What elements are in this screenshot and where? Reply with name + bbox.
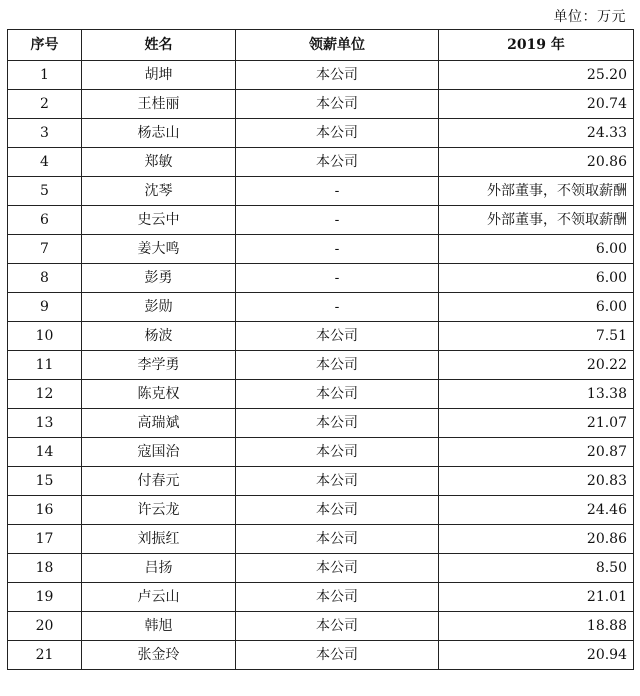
cell-seq: 3 — [8, 119, 82, 148]
table-row — [8, 438, 634, 467]
cell-seq: 21 — [8, 641, 82, 670]
cell-paying-unit: 本公司 — [236, 641, 439, 670]
table-row — [8, 409, 634, 438]
cell-name: 王桂丽 — [82, 90, 236, 119]
cell-amount: 24.46 — [439, 496, 634, 525]
unit-note: 单位：万元 — [553, 9, 626, 25]
cell-amount: 外部董事，不领取薪酬 — [439, 177, 634, 206]
table-row — [8, 61, 634, 90]
cell-amount: 20.86 — [439, 525, 634, 554]
cell-amount: 20.94 — [439, 641, 634, 670]
table-row — [8, 264, 634, 293]
cell-seq: 10 — [8, 322, 82, 351]
table-row — [8, 90, 634, 119]
cell-paying-unit: 本公司 — [236, 467, 439, 496]
table-row — [8, 467, 634, 496]
cell-amount: 6.00 — [439, 264, 634, 293]
header-paying-unit: 领薪单位 — [236, 30, 439, 61]
cell-paying-unit: - — [236, 293, 439, 322]
cell-paying-unit: - — [236, 264, 439, 293]
cell-paying-unit: 本公司 — [236, 351, 439, 380]
cell-amount: 8.50 — [439, 554, 634, 583]
cell-seq: 14 — [8, 438, 82, 467]
table-body — [8, 61, 634, 670]
cell-paying-unit: 本公司 — [236, 119, 439, 148]
table-row — [8, 235, 634, 264]
cell-name: 刘振红 — [82, 525, 236, 554]
cell-paying-unit: 本公司 — [236, 148, 439, 177]
cell-paying-unit: 本公司 — [236, 496, 439, 525]
cell-seq: 2 — [8, 90, 82, 119]
cell-name: 杨波 — [82, 322, 236, 351]
cell-name: 李学勇 — [82, 351, 236, 380]
cell-name: 高瑞斌 — [82, 409, 236, 438]
cell-name: 彭勋 — [82, 293, 236, 322]
cell-name: 许云龙 — [82, 496, 236, 525]
salary-table — [7, 29, 634, 670]
cell-seq: 9 — [8, 293, 82, 322]
cell-seq: 6 — [8, 206, 82, 235]
cell-seq: 15 — [8, 467, 82, 496]
cell-paying-unit: 本公司 — [236, 322, 439, 351]
cell-seq: 1 — [8, 61, 82, 90]
cell-seq: 19 — [8, 583, 82, 612]
cell-seq: 8 — [8, 264, 82, 293]
table-row — [8, 148, 634, 177]
cell-name: 卢云山 — [82, 583, 236, 612]
cell-seq: 17 — [8, 525, 82, 554]
table-row — [8, 496, 634, 525]
cell-name: 吕扬 — [82, 554, 236, 583]
cell-amount: 7.51 — [439, 322, 634, 351]
cell-amount: 21.07 — [439, 409, 634, 438]
cell-amount: 20.83 — [439, 467, 634, 496]
cell-amount: 外部董事，不领取薪酬 — [439, 206, 634, 235]
cell-amount: 24.33 — [439, 119, 634, 148]
table-row — [8, 206, 634, 235]
cell-name: 郑敏 — [82, 148, 236, 177]
cell-paying-unit: - — [236, 235, 439, 264]
cell-seq: 7 — [8, 235, 82, 264]
cell-paying-unit: 本公司 — [236, 583, 439, 612]
cell-name: 张金玲 — [82, 641, 236, 670]
cell-amount: 20.22 — [439, 351, 634, 380]
cell-seq: 11 — [8, 351, 82, 380]
cell-seq: 12 — [8, 380, 82, 409]
cell-seq: 13 — [8, 409, 82, 438]
table-row — [8, 351, 634, 380]
cell-name: 付春元 — [82, 467, 236, 496]
cell-amount: 13.38 — [439, 380, 634, 409]
cell-name: 沈琴 — [82, 177, 236, 206]
cell-paying-unit: 本公司 — [236, 438, 439, 467]
header-seq: 序号 — [8, 30, 82, 61]
cell-amount: 6.00 — [439, 235, 634, 264]
table-row — [8, 119, 634, 148]
cell-amount: 20.86 — [439, 148, 634, 177]
cell-paying-unit: 本公司 — [236, 90, 439, 119]
table-row — [8, 641, 634, 670]
cell-seq: 18 — [8, 554, 82, 583]
cell-name: 韩旭 — [82, 612, 236, 641]
header-name: 姓名 — [82, 30, 236, 61]
cell-seq: 5 — [8, 177, 82, 206]
table-header-row — [8, 30, 634, 61]
cell-paying-unit: 本公司 — [236, 525, 439, 554]
cell-amount: 20.74 — [439, 90, 634, 119]
cell-amount: 20.87 — [439, 438, 634, 467]
table-row — [8, 293, 634, 322]
cell-amount: 18.88 — [439, 612, 634, 641]
cell-amount: 25.20 — [439, 61, 634, 90]
cell-amount: 21.01 — [439, 583, 634, 612]
table-row — [8, 612, 634, 641]
cell-paying-unit: - — [236, 177, 439, 206]
table-row — [8, 583, 634, 612]
cell-seq: 16 — [8, 496, 82, 525]
cell-name: 杨志山 — [82, 119, 236, 148]
table-row — [8, 322, 634, 351]
cell-paying-unit: 本公司 — [236, 612, 439, 641]
cell-name: 姜大鸣 — [82, 235, 236, 264]
cell-paying-unit: - — [236, 206, 439, 235]
cell-paying-unit: 本公司 — [236, 554, 439, 583]
cell-seq: 20 — [8, 612, 82, 641]
cell-name: 寇国治 — [82, 438, 236, 467]
cell-paying-unit: 本公司 — [236, 61, 439, 90]
table-row — [8, 177, 634, 206]
cell-name: 胡坤 — [82, 61, 236, 90]
cell-name: 史云中 — [82, 206, 236, 235]
cell-name: 彭勇 — [82, 264, 236, 293]
header-year-2019: 2019 年 — [439, 30, 634, 61]
cell-amount: 6.00 — [439, 293, 634, 322]
cell-seq: 4 — [8, 148, 82, 177]
cell-paying-unit: 本公司 — [236, 380, 439, 409]
cell-paying-unit: 本公司 — [236, 409, 439, 438]
cell-name: 陈克权 — [82, 380, 236, 409]
table-row — [8, 554, 634, 583]
table-row — [8, 525, 634, 554]
table-row — [8, 380, 634, 409]
